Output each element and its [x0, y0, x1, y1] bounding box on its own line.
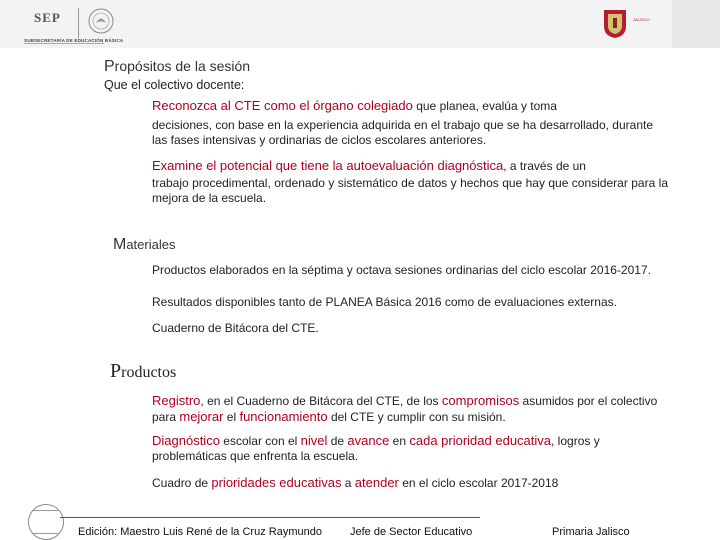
- footer-primaria: Primaria Jalisco: [552, 526, 630, 538]
- logo-divider: [78, 8, 79, 38]
- section-title-productos: [110, 360, 176, 383]
- product-2-diagnostico: Diagnóstico: [152, 433, 220, 448]
- footer-circle-lines: [32, 510, 58, 534]
- purpose-item-1: [152, 98, 668, 148]
- product-3-atender: atender: [354, 475, 399, 490]
- product-1-text-b: asumidos por el colectivo para: [152, 394, 658, 424]
- jalisco-seal-icon: [600, 6, 630, 40]
- purpose-2-highlight: Examine el potencial que tiene la autoevaluación diagnóstica: [152, 158, 504, 173]
- footer-divider: [60, 517, 480, 518]
- title-rest: roductos: [121, 364, 177, 381]
- product-item-3: [152, 475, 672, 491]
- product-3-text-c: en el ciclo escolar 2017-2018: [398, 476, 559, 490]
- mexico-seal-icon: [86, 6, 116, 36]
- jalisco-logo-text: JALISCO: [633, 17, 650, 22]
- purpose-1-body: decisiones, con base en la experiencia adquirida en el trabajo que se ha desarrollado, durante las fases intensivas y ordinarias de ciclos escolares anteriores.: [152, 118, 654, 147]
- product-1-mejorar: mejorar: [179, 409, 224, 424]
- title-initial: P: [110, 360, 122, 382]
- material-item-2: Resultados disponibles tanto de PLANEA Básica 2016 como de evaluaciones externas.: [152, 295, 617, 309]
- title-initial: M: [113, 236, 127, 253]
- title-rest: ropósitos de la sesión: [114, 58, 251, 74]
- product-1-text-c: el: [223, 410, 240, 424]
- product-3-text-b: a: [341, 476, 355, 490]
- purpose-2-line1: , a través de un: [503, 159, 586, 173]
- product-2-text-c: en: [389, 434, 410, 448]
- product-item-2: [152, 433, 672, 464]
- product-1-registro: Registro: [152, 393, 201, 408]
- title-rest: ateriales: [126, 237, 176, 252]
- product-item-1: [152, 393, 672, 425]
- propositos-intro: Que el colectivo docente:: [104, 78, 245, 92]
- product-1-compromisos: compromisos: [441, 393, 520, 408]
- product-1-text-d: del CTE y cumplir con su misión.: [327, 410, 506, 424]
- product-2-text-a: escolar con el: [219, 434, 301, 448]
- purpose-2-body: trabajo procedimental, ordenado y sistemático de datos y hechos que hay que considerar para la mejora de la escuela.: [152, 176, 668, 205]
- product-2-text-d: , logros y problemáticas que enfrenta la escuela.: [152, 434, 600, 463]
- subsecretaria-label: SUBSECRETARÍA DE EDUCACIÓN BÁSICA: [24, 38, 124, 43]
- purpose-1-highlight: Reconozca al CTE como el órgano colegiado: [152, 98, 413, 113]
- product-2-nivel: nivel: [300, 433, 328, 448]
- product-2-text-b: de: [327, 434, 348, 448]
- product-2-avance: avance: [347, 433, 390, 448]
- section-title-materiales: [113, 236, 175, 254]
- material-item-3: Cuaderno de Bitácora del CTE.: [152, 321, 319, 335]
- header-right-block: [672, 0, 720, 48]
- product-1-text-a: , en el Cuaderno de Bitácora del CTE, de los: [200, 394, 442, 408]
- material-item-1: Productos elaborados en la séptima y octava sesiones ordinarias del ciclo escolar 2016-2017.: [152, 263, 651, 277]
- footer-jefe: Jefe de Sector Educativo: [350, 526, 473, 538]
- subsecretaria-underline: [24, 43, 104, 44]
- product-1-funcionamiento: funcionamiento: [239, 409, 328, 424]
- section-title-propositos: [104, 58, 250, 76]
- purpose-1-line1: que planea, evalúa y toma: [412, 99, 557, 113]
- product-3-prioridades: prioridades educativas: [211, 475, 342, 490]
- product-3-text-a: Cuadro de: [152, 476, 212, 490]
- product-2-prioridad: cada prioridad educativa: [409, 433, 552, 448]
- sep-logo: SEP: [34, 10, 61, 25]
- title-initial: P: [104, 58, 115, 75]
- purpose-item-2: [152, 158, 668, 206]
- footer-edicion: Edición: Maestro Luis René de la Cruz Raymundo: [78, 526, 322, 538]
